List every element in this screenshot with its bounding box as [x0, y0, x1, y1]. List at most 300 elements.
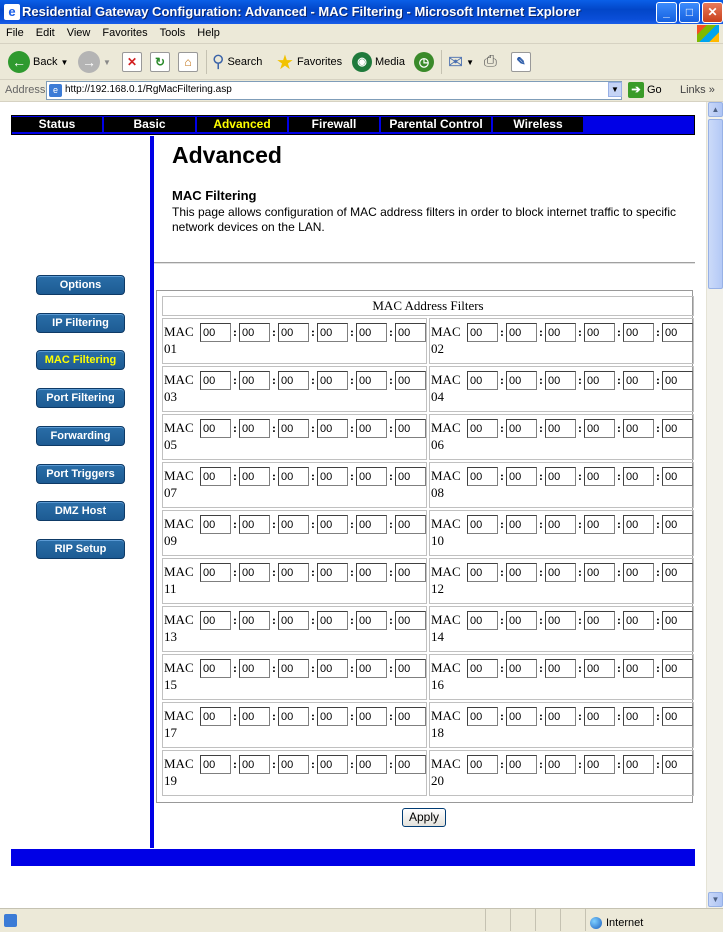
mac-octet-input[interactable]: 00: [545, 707, 576, 726]
mac-octet-input[interactable]: 00: [317, 611, 348, 630]
mac-octet-input[interactable]: 00: [239, 419, 270, 438]
mac-prefix: MAC: [164, 660, 194, 675]
sidebar-forwarding[interactable]: Forwarding: [36, 426, 125, 446]
address-dropdown[interactable]: ▼: [608, 82, 622, 97]
mac-label: [430, 463, 467, 501]
colon-separator: :: [500, 517, 504, 532]
search-button[interactable]: [212, 49, 262, 75]
mac-octet-input[interactable]: 00: [506, 371, 537, 390]
mac-filter-cell: [162, 414, 427, 460]
mac-octet-input[interactable]: 00: [584, 611, 615, 630]
mac-prefix: MAC: [164, 516, 194, 531]
mac-number: 03: [164, 389, 177, 404]
mac-label: [430, 703, 467, 741]
security-zone: [585, 909, 643, 931]
colon-separator: :: [539, 565, 543, 580]
nav-firewall[interactable]: Firewall: [289, 117, 379, 132]
table-row: [162, 750, 694, 796]
mac-octet-input[interactable]: 00: [278, 515, 309, 534]
colon-separator: :: [656, 661, 660, 676]
mac-prefix: MAC: [431, 612, 461, 627]
mail-button[interactable]: [448, 49, 474, 75]
colon-separator: :: [578, 421, 582, 436]
colon-separator: :: [578, 373, 582, 388]
colon-separator: :: [500, 613, 504, 628]
mac-octet-input[interactable]: 00: [317, 563, 348, 582]
table-row: [162, 702, 694, 748]
menu-file[interactable]: File: [6, 27, 24, 39]
mac-label: [163, 703, 200, 741]
mac-octet-input[interactable]: 00: [278, 419, 309, 438]
mac-octet-input[interactable]: 00: [395, 467, 426, 486]
colon-separator: :: [389, 373, 393, 388]
menu-view[interactable]: View: [66, 27, 91, 39]
mac-octet-input[interactable]: 00: [545, 755, 576, 774]
mac-number: 05: [164, 437, 177, 452]
media-icon: ◉: [352, 52, 372, 72]
colon-separator: :: [539, 709, 543, 724]
mac-octet-input[interactable]: 00: [662, 467, 693, 486]
colon-separator: :: [389, 661, 393, 676]
colon-separator: :: [233, 517, 237, 532]
mac-octet-input[interactable]: 00: [584, 419, 615, 438]
mac-prefix: MAC: [164, 420, 194, 435]
colon-separator: :: [617, 421, 621, 436]
colon-separator: :: [578, 565, 582, 580]
star-icon: ★: [276, 51, 294, 74]
colon-separator: :: [350, 517, 354, 532]
mac-octet-input[interactable]: 00: [200, 371, 231, 390]
mac-prefix: MAC: [431, 324, 461, 339]
colon-separator: :: [272, 709, 276, 724]
colon-separator: :: [500, 421, 504, 436]
mac-label: [163, 367, 200, 405]
mac-octet-input[interactable]: 00: [317, 419, 348, 438]
mac-octet-input[interactable]: 00: [395, 323, 426, 342]
mac-filter-cell: [429, 510, 694, 556]
mac-octet-input[interactable]: 00: [200, 755, 231, 774]
mac-octet-input[interactable]: 00: [467, 563, 498, 582]
mac-octet-input[interactable]: 00: [278, 371, 309, 390]
mac-octet-input[interactable]: 00: [584, 323, 615, 342]
mac-number: 18: [431, 725, 444, 740]
mac-octet-input[interactable]: 00: [584, 467, 615, 486]
scroll-down-icon[interactable]: ▼: [708, 892, 723, 907]
colon-separator: :: [350, 421, 354, 436]
nav-status[interactable]: Status: [12, 117, 102, 132]
address-input[interactable]: [46, 81, 622, 100]
mac-octet-input[interactable]: 00: [467, 755, 498, 774]
mac-octet-input[interactable]: 00: [200, 467, 231, 486]
menu-edit[interactable]: Edit: [35, 27, 55, 39]
mac-octet-input[interactable]: 00: [545, 515, 576, 534]
menu-help[interactable]: Help: [197, 27, 220, 39]
history-button[interactable]: [414, 49, 434, 75]
mac-octet-input[interactable]: 00: [623, 515, 654, 534]
refresh-icon: ↻: [150, 52, 170, 72]
colon-separator: :: [311, 709, 315, 724]
address-url: http://192.168.0.1/RgMacFiltering.asp: [65, 84, 232, 95]
colon-separator: :: [311, 613, 315, 628]
favorites-button[interactable]: [276, 49, 342, 75]
mac-label: [430, 415, 467, 453]
colon-separator: :: [656, 709, 660, 724]
mac-number: 14: [431, 629, 444, 644]
mac-filter-cell: [162, 654, 427, 700]
mac-octet-input[interactable]: 00: [623, 755, 654, 774]
maximize-button[interactable]: □: [679, 2, 700, 23]
mac-octet-input[interactable]: 00: [467, 611, 498, 630]
colon-separator: :: [500, 661, 504, 676]
links-label: Links: [680, 84, 706, 96]
history-icon: ◷: [414, 52, 434, 72]
colon-separator: :: [350, 661, 354, 676]
stop-icon: ✕: [122, 52, 142, 72]
mac-octet-input[interactable]: 00: [395, 707, 426, 726]
page-status-icon: [4, 914, 17, 927]
colon-separator: :: [272, 613, 276, 628]
colon-separator: :: [272, 421, 276, 436]
mac-filter-box: [156, 290, 693, 803]
mac-octet-input[interactable]: 00: [200, 707, 231, 726]
mac-octet-input[interactable]: 00: [662, 659, 693, 678]
vertical-scrollbar[interactable]: [706, 102, 723, 908]
mac-filter-cell: [429, 558, 694, 604]
colon-separator: :: [389, 325, 393, 340]
mac-octet-input[interactable]: 00: [239, 323, 270, 342]
mac-octet-input[interactable]: 00: [506, 659, 537, 678]
mac-octet-input[interactable]: 00: [623, 659, 654, 678]
globe-icon: [590, 917, 602, 929]
menu-tools[interactable]: Tools: [159, 27, 186, 39]
mac-number: 10: [431, 533, 444, 548]
media-button[interactable]: [352, 49, 405, 75]
colon-separator: :: [500, 565, 504, 580]
mac-octet-input[interactable]: 00: [584, 659, 615, 678]
mac-octet-input[interactable]: 00: [584, 755, 615, 774]
mac-octet-input[interactable]: 00: [200, 419, 231, 438]
colon-separator: :: [500, 757, 504, 772]
mac-octet-input[interactable]: 00: [239, 371, 270, 390]
mac-octet-input[interactable]: 00: [545, 371, 576, 390]
colon-separator: :: [272, 517, 276, 532]
mac-prefix: MAC: [164, 372, 194, 387]
colon-separator: :: [350, 709, 354, 724]
mac-octet-input[interactable]: 00: [356, 323, 387, 342]
mac-octet-input[interactable]: 00: [545, 467, 576, 486]
mac-octet-input[interactable]: 00: [506, 323, 537, 342]
mac-octet-input[interactable]: 00: [623, 323, 654, 342]
zone-label: Internet: [606, 916, 644, 929]
section-title: MAC Filtering: [172, 188, 257, 203]
colon-separator: :: [617, 373, 621, 388]
title-bar: [0, 0, 723, 24]
mac-octet-input[interactable]: 00: [623, 563, 654, 582]
colon-separator: :: [656, 613, 660, 628]
mac-label: [430, 751, 467, 789]
mac-octet-input[interactable]: 00: [467, 419, 498, 438]
mac-octet-input[interactable]: 00: [200, 323, 231, 342]
links-button[interactable]: Links »: [680, 84, 715, 96]
mac-octet-input[interactable]: 00: [317, 707, 348, 726]
mac-octet-input[interactable]: 00: [356, 419, 387, 438]
back-button[interactable]: [8, 49, 68, 75]
minimize-button[interactable]: _: [656, 2, 677, 23]
sidebar-dmz-host[interactable]: DMZ Host: [36, 501, 125, 521]
mac-filter-table: [160, 294, 696, 798]
forward-arrow-icon: →: [78, 51, 100, 73]
colon-separator: :: [617, 661, 621, 676]
vertical-divider: [150, 136, 154, 848]
page-title: Advanced: [172, 142, 282, 168]
colon-separator: :: [350, 565, 354, 580]
mac-octet-input[interactable]: 00: [317, 755, 348, 774]
mac-octet-input[interactable]: 00: [623, 467, 654, 486]
mac-octet-input[interactable]: 00: [395, 659, 426, 678]
mac-octet-input[interactable]: 00: [467, 659, 498, 678]
colon-separator: :: [617, 565, 621, 580]
colon-separator: :: [578, 613, 582, 628]
windows-logo-icon: [697, 25, 719, 42]
colon-separator: :: [311, 757, 315, 772]
colon-separator: :: [578, 757, 582, 772]
colon-separator: :: [656, 517, 660, 532]
mac-octet-input[interactable]: 00: [506, 611, 537, 630]
refresh-button[interactable]: [150, 49, 170, 75]
mac-octet-input[interactable]: 00: [239, 467, 270, 486]
nav-wireless[interactable]: Wireless: [493, 117, 583, 132]
mac-octet-input[interactable]: 00: [356, 467, 387, 486]
sidebar-options[interactable]: Options: [36, 275, 125, 295]
colon-separator: :: [233, 565, 237, 580]
mac-octet-input[interactable]: 00: [356, 563, 387, 582]
mac-number: 17: [164, 725, 177, 740]
mac-octet-input[interactable]: 00: [662, 611, 693, 630]
mac-octet-input[interactable]: 00: [356, 755, 387, 774]
mac-octet-input[interactable]: 00: [200, 563, 231, 582]
mac-number: 11: [164, 581, 177, 596]
section-description: This page allows configuration of MAC address filters in order to block internet traffic to specific network devices on the LAN.: [172, 205, 677, 234]
mac-octet-input[interactable]: 00: [467, 371, 498, 390]
mac-number: 09: [164, 533, 177, 548]
go-label: Go: [647, 84, 662, 96]
mac-octet-input[interactable]: 00: [200, 611, 231, 630]
mac-filter-cell: [429, 366, 694, 412]
table-row: [162, 654, 694, 700]
mac-octet-input[interactable]: 00: [239, 563, 270, 582]
sidebar-ip-filtering[interactable]: IP Filtering: [36, 313, 125, 333]
mac-octet-input[interactable]: 00: [467, 467, 498, 486]
mac-filter-cell: [162, 510, 427, 556]
colon-separator: :: [539, 325, 543, 340]
mac-octet-input[interactable]: 00: [239, 611, 270, 630]
mac-octet-input[interactable]: 00: [545, 659, 576, 678]
mac-octet-input[interactable]: 00: [356, 707, 387, 726]
footer-bar: [11, 849, 695, 866]
mac-octet-input[interactable]: 00: [278, 323, 309, 342]
mac-octet-input[interactable]: 00: [506, 515, 537, 534]
mac-octet-input[interactable]: 00: [662, 371, 693, 390]
mac-octet-input[interactable]: 00: [200, 659, 231, 678]
scroll-thumb[interactable]: [708, 119, 723, 289]
mac-octet-input[interactable]: 00: [239, 755, 270, 774]
mac-octet-input[interactable]: 00: [395, 563, 426, 582]
print-button[interactable]: [484, 49, 497, 75]
mac-octet-input[interactable]: 00: [506, 707, 537, 726]
mac-octet-input[interactable]: 00: [662, 707, 693, 726]
mac-octet-input[interactable]: 00: [584, 707, 615, 726]
mac-octet-input[interactable]: 00: [395, 755, 426, 774]
mac-prefix: MAC: [431, 516, 461, 531]
colon-separator: :: [311, 565, 315, 580]
mac-octet-input[interactable]: 00: [623, 611, 654, 630]
mac-octet-input[interactable]: 00: [662, 323, 693, 342]
mac-filter-cell: [162, 558, 427, 604]
mac-octet-input[interactable]: 00: [662, 419, 693, 438]
mac-octet-input[interactable]: 00: [278, 467, 309, 486]
window-title: Residential Gateway Configuration: Advanced - MAC Filtering - Microsoft Internet Explorer: [22, 4, 581, 19]
colon-separator: :: [272, 565, 276, 580]
mac-octet-input[interactable]: 00: [662, 755, 693, 774]
colon-separator: :: [578, 469, 582, 484]
edit-button[interactable]: [511, 49, 531, 75]
sidebar-port-triggers[interactable]: Port Triggers: [36, 464, 125, 484]
colon-separator: :: [272, 469, 276, 484]
colon-separator: :: [500, 709, 504, 724]
table-row: [162, 462, 694, 508]
table-row: [162, 606, 694, 652]
colon-separator: :: [500, 373, 504, 388]
mac-octet-input[interactable]: 00: [584, 515, 615, 534]
mac-octet-input[interactable]: 00: [506, 755, 537, 774]
mac-octet-input[interactable]: 00: [317, 323, 348, 342]
mac-prefix: MAC: [431, 420, 461, 435]
mac-octet-input[interactable]: 00: [545, 323, 576, 342]
mac-octet-input[interactable]: 00: [584, 563, 615, 582]
mac-octet-input[interactable]: 00: [395, 419, 426, 438]
scroll-up-icon[interactable]: ▲: [708, 102, 723, 117]
mac-octet-input[interactable]: 00: [467, 323, 498, 342]
mac-octet-input[interactable]: 00: [200, 515, 231, 534]
mac-octet-input[interactable]: 00: [356, 371, 387, 390]
mac-octet-input[interactable]: 00: [356, 611, 387, 630]
home-button[interactable]: [178, 49, 198, 75]
colon-separator: :: [617, 709, 621, 724]
go-button[interactable]: [628, 82, 662, 98]
mac-prefix: MAC: [431, 756, 461, 771]
mac-number: 13: [164, 629, 177, 644]
mac-octet-input[interactable]: 00: [623, 371, 654, 390]
colon-separator: :: [350, 373, 354, 388]
mac-octet-input[interactable]: 00: [278, 563, 309, 582]
mac-octet-input[interactable]: 00: [317, 515, 348, 534]
nav-basic[interactable]: Basic: [104, 117, 195, 132]
mac-octet-input[interactable]: 00: [506, 419, 537, 438]
colon-separator: :: [539, 469, 543, 484]
sidebar-rip-setup[interactable]: RIP Setup: [36, 539, 125, 559]
mac-label: [163, 319, 200, 357]
mac-octet-input[interactable]: 00: [317, 467, 348, 486]
mac-prefix: MAC: [431, 468, 461, 483]
nav-parental-control[interactable]: Parental Control: [381, 117, 491, 132]
mac-octet-input[interactable]: 00: [506, 563, 537, 582]
mac-octet-input[interactable]: 00: [506, 467, 537, 486]
mac-octet-input[interactable]: 00: [395, 515, 426, 534]
mac-octet-input[interactable]: 00: [317, 371, 348, 390]
mac-octet-input[interactable]: 00: [278, 659, 309, 678]
stop-button[interactable]: [122, 49, 142, 75]
table-row: [162, 558, 694, 604]
mac-octet-input[interactable]: 00: [278, 611, 309, 630]
mac-octet-input[interactable]: 00: [623, 419, 654, 438]
mac-octet-input[interactable]: 00: [545, 419, 576, 438]
colon-separator: :: [578, 661, 582, 676]
mac-octet-input[interactable]: 00: [467, 515, 498, 534]
colon-separator: :: [389, 421, 393, 436]
table-row: [162, 414, 694, 460]
mac-prefix: MAC: [431, 564, 461, 579]
mac-octet-input[interactable]: 00: [278, 707, 309, 726]
page-icon: e: [49, 84, 62, 97]
mac-octet-input[interactable]: 00: [356, 515, 387, 534]
mac-octet-input[interactable]: 00: [545, 611, 576, 630]
forward-button[interactable]: [78, 49, 111, 75]
colon-separator: :: [311, 373, 315, 388]
close-button[interactable]: ✕: [702, 2, 723, 23]
colon-separator: :: [311, 421, 315, 436]
chevron-down-icon: ▼: [60, 57, 69, 67]
mac-filter-cell: [429, 462, 694, 508]
nav-advanced[interactable]: Advanced: [197, 117, 287, 132]
colon-separator: :: [311, 469, 315, 484]
mac-prefix: MAC: [164, 612, 194, 627]
mac-filter-cell: [429, 702, 694, 748]
mac-octet-input[interactable]: 00: [395, 371, 426, 390]
mac-label: [430, 367, 467, 405]
mac-label: [430, 655, 467, 693]
apply-button[interactable]: Apply: [402, 808, 446, 827]
mac-octet-input[interactable]: 00: [278, 755, 309, 774]
mac-octet-input[interactable]: 00: [239, 515, 270, 534]
home-icon: ⌂: [178, 52, 198, 72]
mac-octet-input[interactable]: 00: [395, 611, 426, 630]
colon-separator: :: [389, 709, 393, 724]
menu-favorites[interactable]: Favorites: [102, 27, 148, 39]
mac-octet-input[interactable]: 00: [545, 563, 576, 582]
mac-octet-input[interactable]: 00: [662, 563, 693, 582]
mac-octet-input[interactable]: 00: [467, 707, 498, 726]
mac-octet-input[interactable]: 00: [239, 659, 270, 678]
colon-separator: :: [617, 469, 621, 484]
mac-octet-input[interactable]: 00: [662, 515, 693, 534]
colon-separator: :: [539, 421, 543, 436]
table-row: [162, 366, 694, 412]
sidebar-port-filtering[interactable]: Port Filtering: [36, 388, 125, 408]
colon-separator: :: [389, 469, 393, 484]
mac-number: 20: [431, 773, 444, 788]
mac-filter-cell: [162, 702, 427, 748]
mac-octet-input[interactable]: 00: [239, 707, 270, 726]
mac-octet-input[interactable]: 00: [584, 371, 615, 390]
sidebar-mac-filtering[interactable]: MAC Filtering: [36, 350, 125, 370]
mac-octet-input[interactable]: 00: [317, 659, 348, 678]
colon-separator: :: [539, 757, 543, 772]
mac-filter-cell: [429, 654, 694, 700]
menu-bar: [0, 24, 723, 44]
mac-octet-input[interactable]: 00: [356, 659, 387, 678]
colon-separator: :: [233, 325, 237, 340]
mac-octet-input[interactable]: 00: [623, 707, 654, 726]
